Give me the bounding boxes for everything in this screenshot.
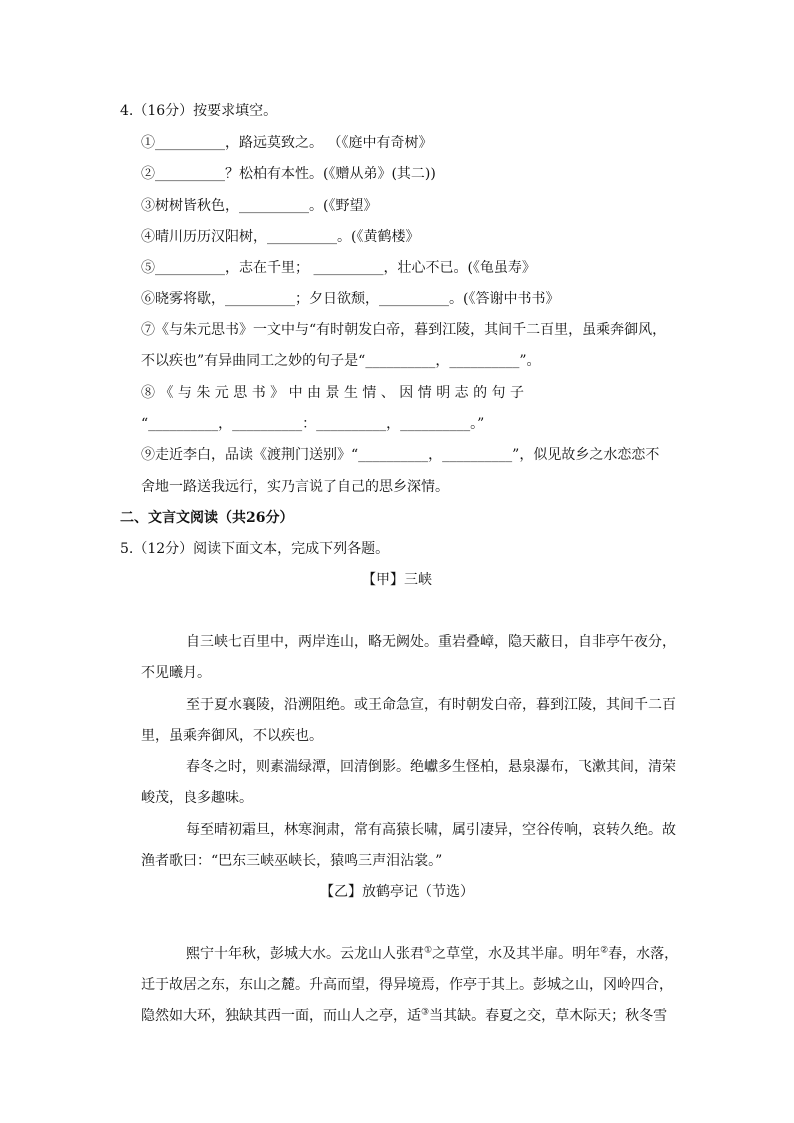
passage-b-line — [141, 1006, 667, 1026]
passage-a-line: 不见曦月。 — [141, 665, 211, 681]
fill-item-8-line1: ⑧ 《 与 朱 元 思 书 》 中 由 景 生 情 、 因 情 明 志 的 句 子 — [141, 385, 525, 401]
fill-item-1: ①__________，路远莫致之。 （《庭中有奇树》 — [141, 135, 433, 151]
fill-item-8-line2: “__________，__________：__________，__________。” — [141, 416, 485, 432]
footnote-marker: ① — [424, 945, 433, 956]
footnote-marker: ② — [600, 945, 609, 956]
fill-item-7-line1: ⑦《与朱元思书》一文中与“有时朝发白帝，暮到江陵，其间千二百里，虽乘奔御风， — [141, 322, 667, 338]
section-2-heading: 二、文言文阅读（共26分） — [120, 510, 294, 526]
passage-b-text: 熙宁十年秋，彭城大水。云龙山人张君 — [186, 946, 424, 962]
fill-item-3: ③树树皆秋色，__________。(《野望》 — [141, 198, 378, 214]
footnote-marker: ③ — [421, 1007, 430, 1018]
passage-a-line: 里，虽乘奔御风，不以疾也。 — [141, 728, 323, 744]
passage-b-title: 【乙】放鹤亭记（节选） — [320, 884, 474, 900]
fill-item-9-line2: 舍地一路送我远行，实乃言说了自己的思乡深情。 — [141, 479, 449, 495]
passage-a-line: 至于夏水襄陵，沿溯阻绝。或王命急宣，有时朝发白帝，暮到江陵，其间千二百 — [186, 697, 676, 713]
question-5-header: 5.（12分）阅读下面文本，完成下列各题。 — [120, 541, 390, 557]
fill-item-9-line1: ⑨走近李白，品读《渡荆门送别》“__________，__________”，似见故乡之水恋恋不 — [141, 447, 660, 463]
passage-a-line: 春冬之时，则素湍绿潭，回清倒影。绝巘多生怪柏，悬泉瀑布，飞漱其间，清荣 — [186, 759, 676, 775]
fill-item-2: ②__________？松柏有本性。(《赠从弟》(其二)) — [141, 166, 436, 182]
fill-item-4: ④晴川历历汉阳树，__________。(《黄鹤楼》 — [141, 229, 420, 245]
passage-b-text: 之草堂，水及其半扉。明年 — [432, 946, 601, 962]
fill-item-5: ⑤__________，志在千里； __________，壮心不已。(《龟虽寿》 — [141, 260, 536, 276]
passage-a-line: 自三峡七百里中，两岸连山，略无阙处。重岩叠嶂，隐天蔽日，自非亭午夜分， — [186, 634, 676, 650]
passage-a-line: 每至晴初霜旦，林寒涧肃，常有高猿长啸，属引凄异，空谷传响，哀转久绝。故 — [186, 822, 676, 838]
passage-a-title: 【甲】三峡 — [362, 572, 432, 588]
passage-b-line — [186, 944, 678, 964]
passage-b-text: 春，水落， — [608, 946, 679, 962]
question-4-header: 4.（16分）按要求填空。 — [120, 103, 278, 119]
passage-a-line: 渔者歌曰：“巴东三峡巫峡长，猿鸣三声泪沾裳。” — [141, 853, 443, 869]
passage-b-line: 迁于故居之东，东山之麓。升高而望，得异境焉，作亭于其上。彭城之山，冈岭四合， — [141, 977, 673, 993]
passage-b-text: 当其缺。春夏之交，草木际天；秋冬雪 — [429, 1008, 668, 1024]
fill-item-7-line2: 不以疾也”有异曲同工之妙的句子是“__________，__________”。 — [141, 353, 541, 369]
fill-item-6: ⑥晓雾将歇，__________；夕日欲颓，__________。(《答谢中书书》 — [141, 291, 560, 307]
passage-b-text: 隐然如大环，独缺其西一面，而山人之亭，适 — [141, 1008, 421, 1024]
passage-a-line: 峻茂，良多趣味。 — [141, 790, 253, 806]
